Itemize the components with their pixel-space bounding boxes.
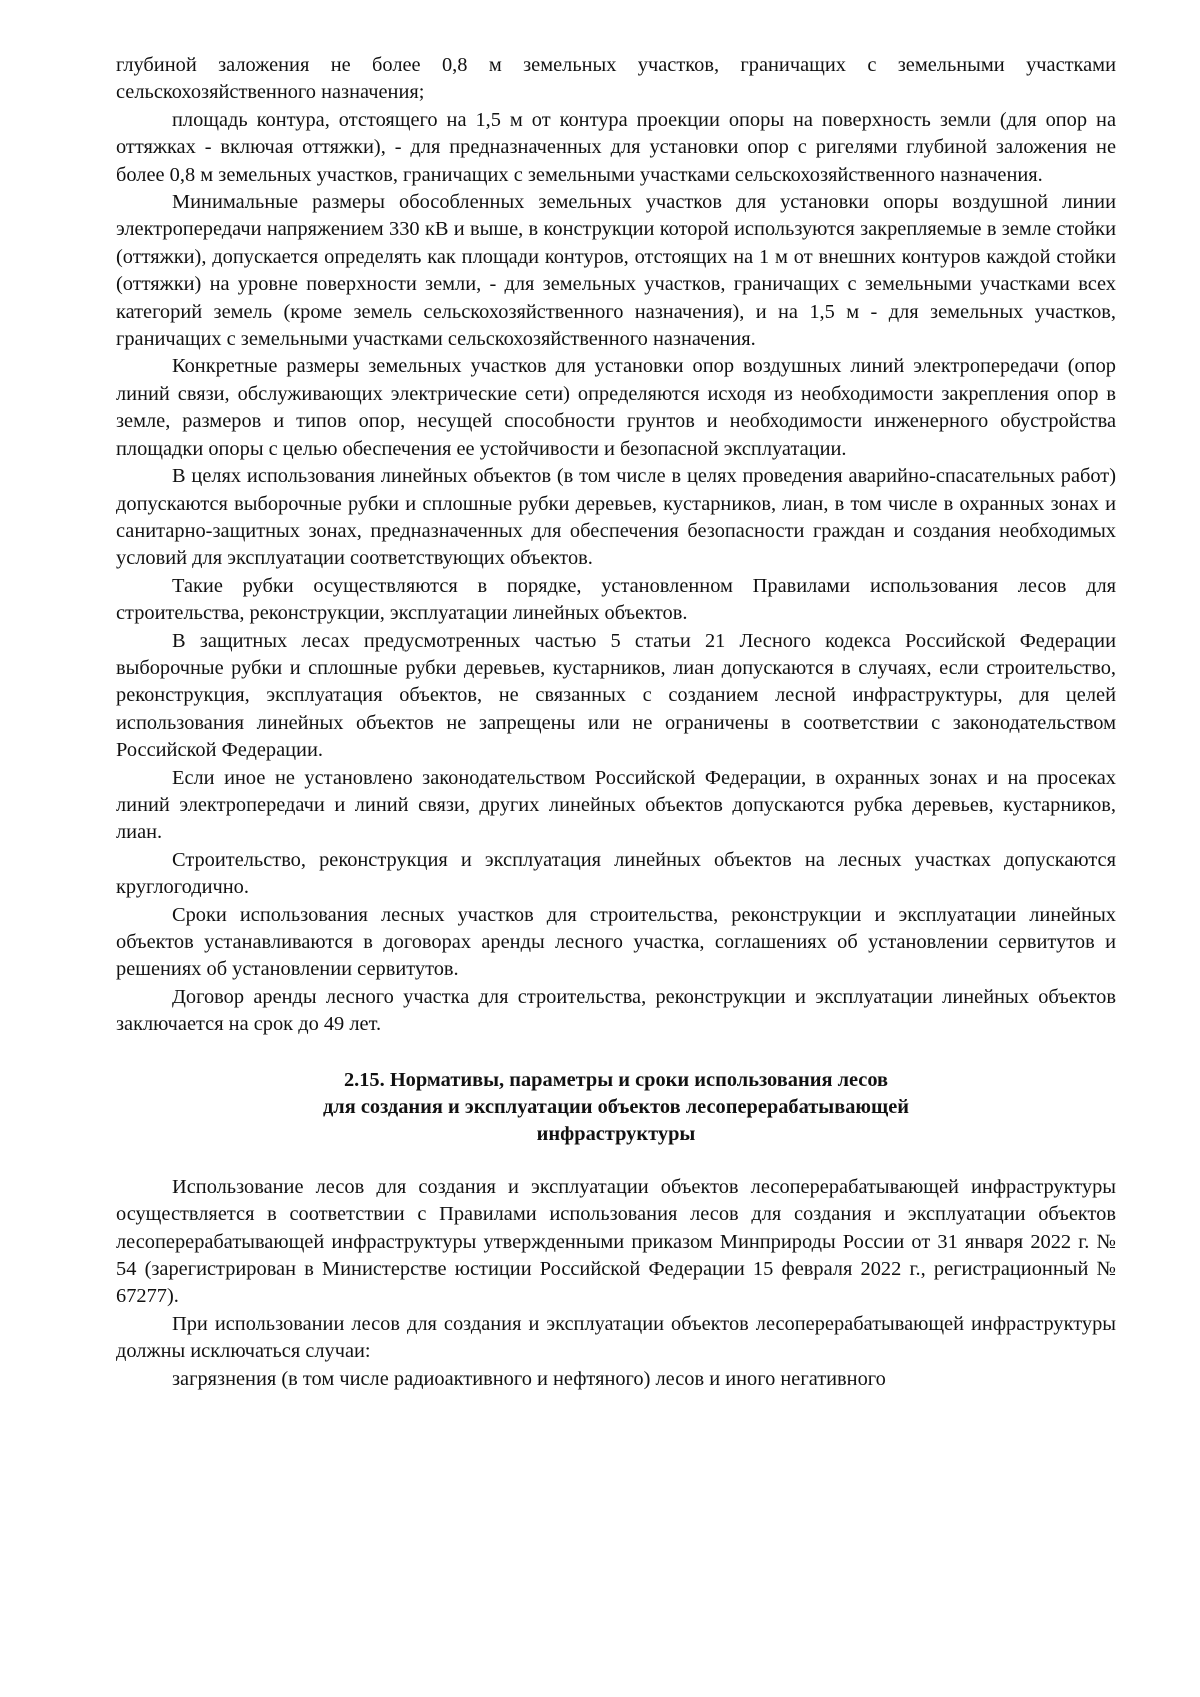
paragraph: Минимальные размеры обособленных земельных участков для установки опоры воздушной линии электропередачи напряжением 330 кВ и выше, в конструкции которой используются закрепляемые в земле стойки (оттяжки), допускается определять как площади контуров, отстоящих на 1 м от внешних контуров каждой стойки (оттяжки) на уровне поверхности земли, - для земельных участков, граничащих с земельными участками всех категорий земель (кроме земель сельскохозяйственного назначения), и на 1,5 м - для земельных участков, граничащих с земельными участками сельскохозяйственного назначения. <box>116 191 1116 351</box>
paragraph: Договор аренды лесного участка для строительства, реконструкции и эксплуатации линейных объектов заключается на срок до 49 лет. <box>116 985 1116 1036</box>
document-page <box>116 52 1116 1393</box>
paragraph: Такие рубки осуществляются в порядке, установленном Правилами использования лесов для строительства, реконструкции, эксплуатации линейных объектов. <box>116 574 1116 625</box>
paragraph: Если иное не установлено законодательством Российской Федерации, в охранных зонах и на просеках линий электропередачи и линий связи, других линейных объектов допускаются рубка деревьев, кустарников, лиан. <box>116 766 1116 844</box>
paragraph: Конкретные размеры земельных участков для установки опор воздушных линий электропередачи (опор линий связи, обслуживающих электрические сети) определяются исходя из необходимости закрепления опор в земле, размеров и типов опор, несущей способности грунтов и необходимости инженерного обустройства площадки опоры с целью обеспечения ее устойчивости и безопасной эксплуатации. <box>116 355 1116 460</box>
section-heading-line: инфраструктуры <box>536 1123 696 1146</box>
paragraph: Использование лесов для создания и эксплуатации объектов лесоперерабатывающей инфраструктуры осуществляется в соответствии с Правилами использования лесов для создания и эксплуатации объектов лесоперерабатывающей инфраструктуры утвержденными приказом Минприроды России от 31 января 2022 г. № 54 (зарегистрирован в Министерстве юстиции Российской Федерации 15 февраля 2022 г., регистрационный № 67277). <box>116 1175 1116 1308</box>
section-heading-line: для создания и эксплуатации объектов лесоперерабатывающей <box>322 1096 910 1119</box>
paragraph: загрязнения (в том числе радиоактивного и нефтяного) лесов и иного негативного <box>172 1367 886 1390</box>
paragraph: В целях использования линейных объектов (в том числе в целях проведения аварийно-спасательных работ) допускаются выборочные рубки и сплошные рубки деревьев, кустарников, лиан, в том числе в охранных зонах и санитарно-защитных зонах, предназначенных для обеспечения безопасности граждан и создания необходимых условий для эксплуатации соответствующих объектов. <box>116 465 1116 570</box>
paragraph: Строительство, реконструкция и эксплуатация линейных объектов на лесных участках допускаются круглогодично. <box>116 848 1116 899</box>
paragraph: глубиной заложения не более 0,8 м земельных участков, граничащих с земельными участками сельскохозяйственного назначения; <box>116 54 1116 104</box>
section-heading-line: 2.15. Нормативы, параметры и сроки использования лесов <box>343 1068 889 1091</box>
paragraph: Сроки использования лесных участков для строительства, реконструкции и эксплуатации линейных объектов устанавливаются в договорах аренды лесного участка, соглашениях об установлении сервитутов и решениях об установлении сервитутов. <box>116 903 1116 981</box>
paragraph: В защитных лесах предусмотренных частью 5 статьи 21 Лесного кодекса Российской Федерации выборочные рубки и сплошные рубки деревьев, кустарников, лиан допускаются в случаях, если строительство, реконструкция, эксплуатация объектов, не связанных с созданием лесной инфраструктуры, для целей использования линейных объектов не запрещены или не ограничены в соответствии с законодательством Российской Федерации. <box>116 629 1116 762</box>
paragraph: площадь контура, отстоящего на 1,5 м от контура проекции опоры на поверхность земли (для опор на оттяжках - включая оттяжки), - для предназначенных для установки опор с ригелями глубиной заложения не более 0,8 м земельных участков, граничащих с земельными участками сельскохозяйственного назначения. <box>116 108 1116 186</box>
section-heading <box>116 1067 1116 1149</box>
paragraph: При использовании лесов для создания и эксплуатации объектов лесоперерабатывающей инфраструктуры должны исключаться случаи: <box>116 1312 1116 1363</box>
